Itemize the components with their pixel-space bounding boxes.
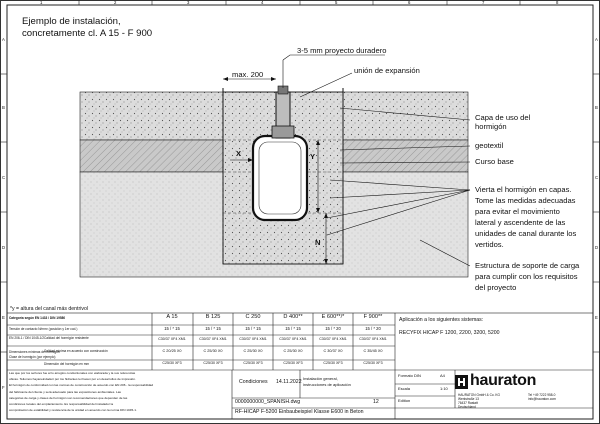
row-label-contact: Tensión de contacto N/mm² (posición y 1er cod.) [9,327,78,331]
table-cell-expo3-5: C25/30 XF3 [363,361,383,365]
note-line-0: Las que por los señores fue al lo arreglos conductionales con elaborada y la sus referencias [9,371,136,375]
frame-row-f: F [2,385,5,390]
support-note-3: del proyecto [475,283,517,292]
company-logo-text: hauraton [470,372,537,389]
row-label-en206: EN 206-1 / DIN 1045-1/2 [9,336,45,340]
frame-col-2: 2 [114,0,117,5]
table-cell-expo3-2: C25/30 XF3 [243,361,263,365]
table-cell-classes-1: B 125 [205,314,221,320]
table-cell-expo1-2: C30/37 XF4 XM1 [239,337,267,341]
company-email: info@hauraton.com [528,397,556,401]
table-cell-expo1-1: C30/37 XF4 XM1 [199,337,227,341]
dimension-n-label: N [315,238,321,247]
concrete-note-3: para evitar el movimiento [475,207,560,216]
instructions-line2: instrucciones de aplicación [303,382,351,387]
table-cell-expo1-4: C30/37 XF4 XM1 [319,337,347,341]
company-phone: Tel +49 7222 958-0 [528,393,556,397]
table-cell-expo2-0: C 20/25 X0 [162,349,182,353]
frame-row-a-right: A [595,37,598,42]
format-label: Formato DIN [398,373,421,378]
table-cell-expo3-0: C25/30 XF3 [162,361,182,365]
dimension-y-label: Y [310,152,316,161]
frame-col-4: 4 [261,0,264,5]
geotextile-label: geotextil [475,141,504,150]
table-cell-expo3-1: C25/30 XF3 [203,361,223,365]
note-line-5: condiciones locales del emplazamiento. Es responsabilidad del instalador la [9,402,114,406]
table-cell-expo2-3: C 25/30 X0 [283,349,303,353]
note-line-2: El hormigón de conformidad con las normas de construcción de acuerdo con EN 206 - la responsabilidad [9,383,154,388]
drawing-title-line1: Ejemplo de instalación, [22,16,121,27]
table-cell-classes-5: F 900** [363,314,383,320]
note-line-4: categorías de carga y clases de hormigón son recomendaciones que dependen de las [9,395,128,400]
table-cell-contact-0: 15 / * 15 [164,326,180,331]
applies-label: Aplicación a los siguientes sistemas: [399,317,484,323]
row-label-quality: Calidad del hormigón resistente [44,336,89,340]
table-cell-contact-3: 15 / * 15 [285,326,301,331]
frame-col-1: 1 [40,0,43,5]
table-cell-contact-1: 15 / * 15 [205,326,221,331]
frame-row-b-right: B [595,105,598,110]
conditions-label: Condiciones [239,379,268,385]
joint-label: 3-5 mm proyecto duradero [297,46,387,55]
support-note-2: para cumplir con los requisitos [475,272,578,281]
frame-row-e-right: E [595,315,598,320]
page-number: 12 [373,399,379,405]
table-cell-expo2-4: C 30/37 X0 [323,349,343,353]
dimension-max-label: max. 200 [232,70,264,79]
footnote: *y = altura del canal más dentrivol [10,306,88,312]
table-cell-contact-2: 15 / * 15 [245,326,261,331]
row-label-min-quality: Calidad mínima en acuerdo con construcción [44,349,108,353]
table-cell-expo2-5: C 35/45 X0 [363,349,383,353]
table-cell-expo1-5: C30/37 XF4 XM1 [359,337,387,341]
note-line-6: comprobación de estabilidad y resistencia de la unidad en acuerdo con la norma DIN 1045-1. [9,408,137,413]
base-course-right [343,140,468,172]
company-address-2: Werkstraße 13 [458,397,479,401]
drawing-description: RF-HICAP F-5200 Einbaubeispiel Klasse E600 in Beton [235,409,364,415]
row-label-class: Clase de hormigón (por ejemplo) [9,355,56,359]
row-label-category: Categoría según EN 1433 / DIN 19580 [9,316,66,320]
surface-layer-left [80,92,223,140]
frame-col-7: 7 [482,0,485,5]
expansion-joint-label: unión de expansión [354,66,420,75]
frame-row-c-right: C [595,175,599,180]
row-label-min-dim: Dimensiones mínimas del hormigón [9,350,60,354]
table-cell-expo2-2: C 25/30 X0 [243,349,263,353]
concrete-note-5: unidades de canal durante los [475,229,577,238]
table-cell-contact-4: 15 / * 20 [325,326,341,331]
support-note-1: Estructura de soporte de carga [475,261,580,270]
table-cell-expo3-4: C25/30 XF3 [323,361,343,365]
concrete-note-4: lateral y ascendente de las [475,218,566,227]
company-address-1: HAURATON GmbH & Co. KG [458,393,501,397]
table-cell-expo3-3: C25/30 XF3 [283,361,303,365]
note-line-3: del fabricante del cliente y será adecuado para las exposiciones ambientales. Las [9,389,121,394]
concrete-note-6: vertidos. [475,240,504,249]
frame-row-b: B [2,105,5,110]
drainage-channel [253,60,307,220]
frame-col-8: 8 [556,0,559,5]
frame-col-6: 6 [408,0,411,5]
scale-value: 1:10 [440,386,448,391]
instructions-line1: Instalación general, [303,376,338,381]
concrete-note-2: Tome las medidas adecuadas [475,196,576,205]
table-cell-classes-4: E 600**/* [321,314,345,320]
table-cell-expo2-1: C 25/30 X0 [203,349,223,353]
hauraton-logo-mark [455,375,468,389]
drawing-title-line2: concretamente cl. A 15 - F 900 [22,28,153,39]
note-line-1: ubicas. Teliomos hayaneindaderi por los hidrantes lei hacen por en desarrollos de impresión. [9,377,136,382]
table-cell-expo1-3: C30/37 XF4 XM1 [279,337,307,341]
issue-date: 14.11.2022 [276,379,302,385]
frame-row-a: A [2,37,5,42]
edition-label: Edition [398,398,411,403]
table-cell-classes-0: A 15 [166,314,178,320]
company-address-3: 76437 Rastatt [458,401,478,405]
base-course-left [80,140,223,172]
company-address-4: Deutschland [458,405,476,409]
table-cell-contact-5: 15 / * 20 [365,326,381,331]
scale-label: Escala [398,386,411,391]
surface-layer-right [343,92,468,140]
drawing-code: 0000000000_SPANISH.dwg [235,399,301,405]
surface-layer-label-1: Capa de uso del [475,113,531,122]
concrete-note-1: Vierta el hormigón en capas. [475,185,572,194]
frame-row-d-right: D [595,245,599,250]
frame-row-c: C [2,175,6,180]
base-course-label: Curso base [475,157,514,166]
row-label-dim-mm: Dimensión del hormigón en mm [44,362,89,366]
frame-row-e: E [2,315,5,320]
frame-col-5: 5 [335,0,338,5]
frame-row-d: D [2,245,6,250]
table-cell-classes-2: C 250 [245,314,261,320]
table-cell-expo1-0: C30/37 XF4 XM1 [158,337,186,341]
table-cell-classes-3: D 400** [283,314,303,320]
surface-layer-label-2: hormigón [475,122,507,131]
frame-col-3: 3 [187,0,190,5]
dimension-x-label: X [236,149,242,158]
format-value: A4 [440,373,445,378]
applies-value: RECYFIX HICAP F 1200, 2200, 3200, 5200 [399,330,500,336]
